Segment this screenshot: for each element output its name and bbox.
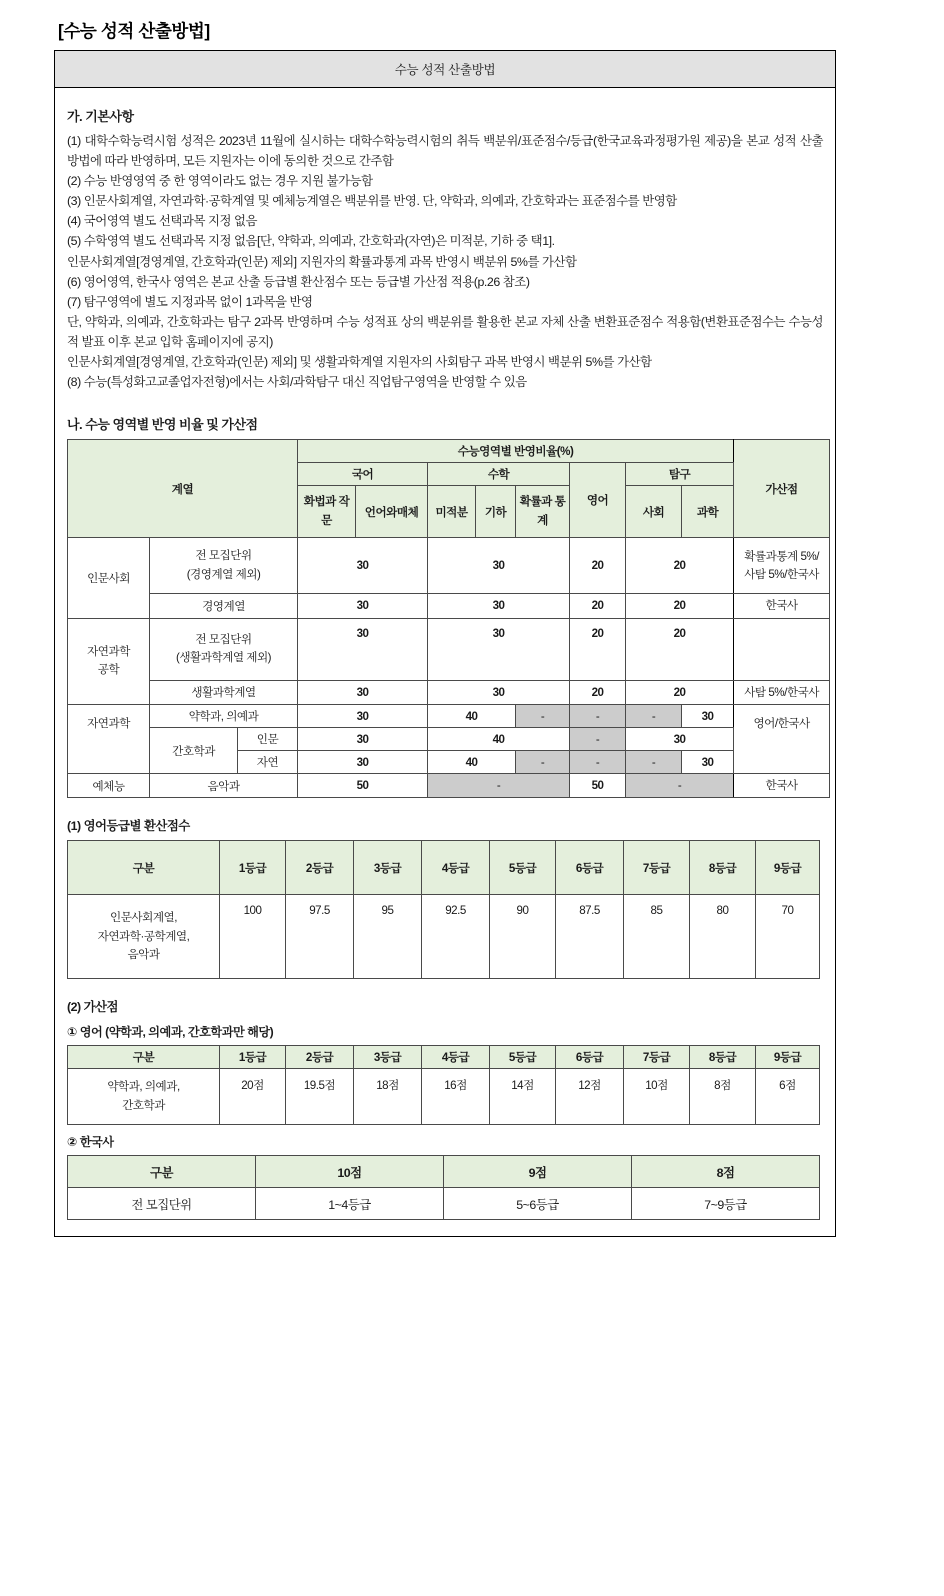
th-grade-2: 2등급	[286, 1046, 354, 1069]
th-grade-5: 5등급	[490, 1046, 556, 1069]
cell-gyeyeol-jayeon	[68, 618, 150, 704]
cell-math-mijeokbun-giha: 40	[428, 705, 516, 728]
th-gyeyeol: 계열	[68, 440, 298, 538]
cell-value-2: 19.5점	[286, 1069, 354, 1125]
cell-tamgu-social-disabled: -	[626, 705, 682, 728]
cell-eng: 20	[570, 538, 626, 594]
cell-tamgu-social-disabled: -	[626, 751, 682, 774]
section-a-item-1: (1) 대학수학능력시험 성적은 2023년 11월에 실시하는 대학수학능력시험의 취득 백분위/표준점수/등급(한국교육과정평가원 제공)을 본교 성적 산출방법에 따라 반영하며, 모든 지원자는 이에 동의한 것으로 간주함	[67, 134, 823, 169]
th-point-9: 9점	[444, 1156, 632, 1188]
cell-tamgu: 20	[626, 680, 734, 704]
th-point-8: 8점	[632, 1156, 820, 1188]
section-a-heading: 가. 기본사항	[67, 109, 134, 124]
cell-value-1: 100	[220, 895, 286, 979]
section-b-heading: 나. 수능 영역별 반영 비율 및 가산점	[67, 417, 258, 433]
th-grade-3: 3등급	[354, 1046, 422, 1069]
section-a-item-7-cont2: 인문사회계열[경영계열, 간호학과(인문) 제외] 및 생활과학계열 지원자의 사회탐구 과목 반영시 백분위 5%를 가산함	[67, 355, 652, 370]
section-a-item-2: (2) 수능 반영영역 중 한 영역이라도 없는 경우 지원 불가능함	[67, 174, 373, 189]
cell-mojip-nursing-jayeon: 자연	[238, 751, 298, 774]
cell-tamgu: 30	[626, 728, 734, 751]
cell-eng: 20	[570, 594, 626, 618]
th-grade-9: 9등급	[756, 841, 820, 895]
cell-math-disabled: -	[428, 774, 570, 798]
korean-history-table	[67, 1155, 820, 1220]
cell-value-2: 5~6등급	[444, 1188, 632, 1220]
mojip-line-2: (생활과학계열 제외)	[175, 651, 272, 665]
cell-value-1: 20점	[220, 1069, 286, 1125]
cell-tamgu: 20	[626, 594, 734, 618]
english-conversion-table	[67, 840, 820, 979]
table-row	[68, 895, 820, 979]
row-label-line-3: 음악과	[127, 948, 160, 962]
th-grade-5: 5등급	[490, 841, 556, 895]
cell-kor: 30	[298, 594, 428, 618]
table-row	[68, 680, 830, 704]
th-ratio-group: 수능영역별 반영비율(%)	[298, 440, 734, 463]
th-gubun: 구분	[68, 1156, 256, 1188]
cell-mojip-music: 음악과	[150, 774, 298, 798]
cell-math: 40	[428, 728, 570, 751]
th-grade-1: 1등급	[220, 841, 286, 895]
cell-row-label: 전 모집단위	[68, 1188, 256, 1220]
cell-gyeyeol-jayeongwahak: 자연과학	[68, 705, 150, 774]
th-kor-eoneo: 언어와매체	[356, 486, 428, 538]
cell-gasan-pharm: 영어/한국사	[734, 705, 830, 774]
th-math-mijeokbun: 미적분	[428, 486, 476, 538]
cell-tamgu: 20	[626, 538, 734, 594]
section-a-item-5: (5) 수학영역 별도 선택과목 지정 없음[단, 약학과, 의예과, 간호학과(자연)은 미적분, 기하 중 택1].	[67, 234, 555, 249]
cell-math-hwakryul-disabled: -	[516, 751, 570, 774]
cell-value-2: 97.5	[286, 895, 354, 979]
cell-value-5: 90	[490, 895, 556, 979]
th-grade-6: 6등급	[556, 1046, 624, 1069]
cell-gasan	[734, 618, 830, 680]
cell-gyeyeol-inmun: 인문사회	[68, 538, 150, 618]
cell-eng-disabled: -	[570, 728, 626, 751]
cell-value-6: 87.5	[556, 895, 624, 979]
cell-mojip: 생활과학계열	[150, 680, 298, 704]
table-row	[68, 728, 830, 751]
table-header-row-1	[68, 440, 830, 463]
cell-value-3: 7~9등급	[632, 1188, 820, 1220]
cell-gasan	[734, 538, 830, 594]
table-row	[68, 774, 830, 798]
cell-kor: 30	[298, 728, 428, 751]
cell-value-5: 14점	[490, 1069, 556, 1125]
cell-mojip	[150, 618, 298, 680]
cell-mojip: 경영계열	[150, 594, 298, 618]
th-point-10: 10점	[256, 1156, 444, 1188]
cell-eng: 50	[570, 774, 626, 798]
th-math-hwakryul: 확률과 통계	[516, 486, 570, 538]
cell-row-label	[68, 895, 220, 979]
th-kor-hwabeop: 화법과 작문	[298, 486, 356, 538]
th-grade-6: 6등급	[556, 841, 624, 895]
cell-math: 30	[428, 594, 570, 618]
th-grade-1: 1등급	[220, 1046, 286, 1069]
frame-body	[55, 88, 835, 1236]
mojip-line-1: 전 모집단위	[195, 632, 252, 646]
cell-tamgu: 20	[626, 618, 734, 680]
cell-value-7: 85	[624, 895, 690, 979]
table-row	[68, 538, 830, 594]
cell-value-1: 1~4등급	[256, 1188, 444, 1220]
cell-mojip-nursing-inmun: 인문	[238, 728, 298, 751]
cell-value-6: 12점	[556, 1069, 624, 1125]
th-kor: 국어	[298, 463, 428, 486]
cell-gasan: 한국사	[734, 594, 830, 618]
cell-value-9: 70	[756, 895, 820, 979]
table-header-row	[68, 1156, 820, 1188]
cell-math: 30	[428, 680, 570, 704]
cell-value-4: 92.5	[422, 895, 490, 979]
th-grade-8: 8등급	[690, 1046, 756, 1069]
mojip-line-2: (경영계열 제외)	[186, 567, 261, 581]
th-gubun: 구분	[68, 841, 220, 895]
section-a-item-7: (7) 탐구영역에 별도 지정과목 없이 1과목을 반영	[67, 294, 313, 309]
document-frame	[54, 50, 836, 1237]
cell-tamgu-disabled: -	[626, 774, 734, 798]
th-grade-7: 7등급	[624, 841, 690, 895]
cell-value-3: 18점	[354, 1069, 422, 1125]
cell-gasan-arts: 한국사	[734, 774, 830, 798]
cell-math-mijeokbun-giha: 40	[428, 751, 516, 774]
th-grade-3: 3등급	[354, 841, 422, 895]
cell-math: 30	[428, 618, 570, 680]
th-grade-2: 2등급	[286, 841, 354, 895]
cell-value-3: 95	[354, 895, 422, 979]
cell-kor: 30	[298, 680, 428, 704]
cell-eng-disabled: -	[570, 705, 626, 728]
page-title: [수능 성적 산출방법]	[58, 21, 210, 41]
cell-gasan: 사탐 5%/한국사	[734, 680, 830, 704]
th-math: 수학	[428, 463, 570, 486]
cell-kor: 30	[298, 538, 428, 594]
gyeyeol-line-2: 공학	[97, 663, 120, 677]
gasan-line-2: 사탐 5%/한국사	[744, 567, 819, 581]
th-gasanjeom: 가산점	[734, 440, 830, 538]
gasan-line-1: 확률과통계 5%/	[744, 550, 819, 564]
th-grade-4: 4등급	[422, 1046, 490, 1069]
cell-kor: 30	[298, 618, 428, 680]
gasan-english-heading: ① 영어 (약학과, 의예과, 간호학과만 해당)	[67, 1025, 274, 1040]
cell-mojip-nursing: 간호학과	[150, 728, 238, 774]
table-row	[68, 594, 830, 618]
section-a-item-5-cont: 인문사회계열[경영계열, 간호학과(인문) 제외] 지원자의 확률과통계 과목 반영시 백분위 5%를 가산함	[67, 254, 577, 269]
frame-header-bar: 수능 성적 산출방법	[55, 51, 835, 88]
english-bonus-table	[67, 1045, 820, 1125]
cell-eng: 20	[570, 680, 626, 704]
table-header-row	[68, 1046, 820, 1069]
english-conversion-heading: (1) 영어등급별 환산점수	[67, 819, 190, 834]
th-tamgu-sahoe: 사회	[626, 486, 682, 538]
th-grade-4: 4등급	[422, 841, 490, 895]
th-math-giha: 기하	[476, 486, 516, 538]
cell-value-8: 80	[690, 895, 756, 979]
mojip-line-1: 전 모집단위	[195, 549, 252, 563]
th-tamgu: 탐구	[626, 463, 734, 486]
table-row	[68, 618, 830, 680]
cell-tamgu-science: 30	[682, 705, 734, 728]
cell-kor: 30	[298, 705, 428, 728]
th-grade-8: 8등급	[690, 841, 756, 895]
row-label-line-2: 자연과학·공학계열,	[97, 929, 190, 943]
th-grade-7: 7등급	[624, 1046, 690, 1069]
cell-gyeyeol-yechenung: 예체능	[68, 774, 150, 798]
gasan-section-heading: (2) 가산점	[67, 1000, 118, 1015]
cell-kor: 50	[298, 774, 428, 798]
row-label-line-1: 인문사회계열,	[110, 911, 177, 925]
gasan-korhistory-heading: ② 한국사	[67, 1135, 114, 1150]
row-label-line-1: 약학과, 의예과,	[107, 1080, 180, 1094]
cell-eng: 20	[570, 618, 626, 680]
table-row	[68, 1069, 820, 1125]
suneung-ratio-table	[67, 439, 830, 798]
cell-row-label	[68, 1069, 220, 1125]
cell-kor: 30	[298, 751, 428, 774]
table-row	[68, 705, 830, 728]
th-eng: 영어	[570, 463, 626, 538]
cell-tamgu-science: 30	[682, 751, 734, 774]
section-a-item-4: (4) 국어영역 별도 선택과목 지정 없음	[67, 214, 258, 229]
cell-value-8: 8점	[690, 1069, 756, 1125]
section-a-item-7-cont: 단, 약학과, 의예과, 간호학과는 탐구 2과목 반영하며 수능 성적표 상의 백분위를 활용한 본교 자체 산출 변환표준점수 적용함(변환표준점수는 수능성적 발표 이후 본교 입학 홈페이지에 공지)	[67, 314, 823, 349]
cell-mojip	[150, 538, 298, 594]
cell-value-9: 6점	[756, 1069, 820, 1125]
th-tamgu-gwahak: 과학	[682, 486, 734, 538]
table-row	[68, 1188, 820, 1220]
gyeyeol-line-1: 자연과학	[87, 644, 130, 658]
cell-math-hwakryul-disabled: -	[516, 705, 570, 728]
cell-math: 30	[428, 538, 570, 594]
section-a-item-8: (8) 수능(특성화고교졸업자전형)에서는 사회/과학탐구 대신 직업탐구영역을 반영할 수 있음	[67, 375, 527, 390]
cell-eng-disabled: -	[570, 751, 626, 774]
th-grade-9: 9등급	[756, 1046, 820, 1069]
cell-value-7: 10점	[624, 1069, 690, 1125]
cell-mojip-pharm: 약학과, 의예과	[150, 705, 298, 728]
section-a-item-3: (3) 인문사회계열, 자연과학·공학계열 및 예체능계열은 백분위를 반영. 단, 약학과, 의예과, 간호학과는 표준점수를 반영함	[67, 194, 677, 209]
section-a-item-6: (6) 영어영역, 한국사 영역은 본교 산출 등급별 환산점수 또는 등급별 가산점 적용(p.26 참조)	[67, 274, 530, 289]
row-label-line-2: 간호학과	[122, 1098, 165, 1112]
th-gubun: 구분	[68, 1046, 220, 1069]
table-header-row	[68, 841, 820, 895]
cell-value-4: 16점	[422, 1069, 490, 1125]
